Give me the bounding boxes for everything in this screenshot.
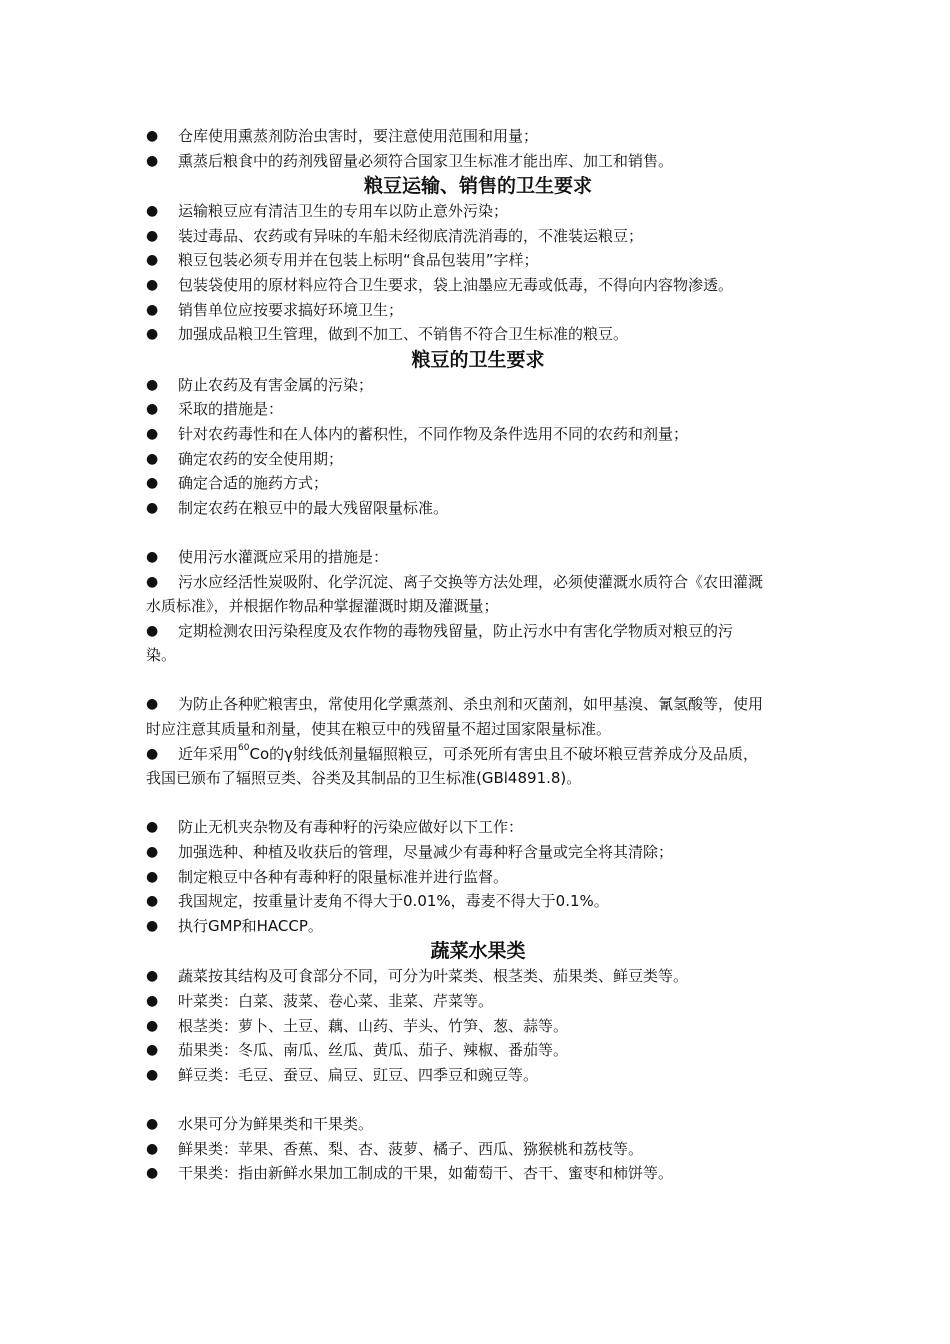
- bullet-icon: ●: [146, 128, 159, 144]
- bullet-icon: ●: [146, 401, 159, 418]
- bullet-icon: ●: [146, 968, 159, 985]
- list-item: ● 蔬菜按其结构及可食部分不同，可分为叶菜类、根茎类、茄果类、鲜豆类等。: [146, 964, 810, 989]
- list-item-continuation: 时应注意其质量和剂量，使其在粮豆中的残留量不超过国家限量标准。: [146, 720, 612, 739]
- document-body: [146, 124, 810, 1186]
- bullet-icon: ●: [146, 326, 159, 343]
- bullet-icon: ●: [146, 844, 159, 861]
- list-item: ● 确定农药的安全使用期；: [146, 447, 810, 472]
- list-item: ● 叶菜类：白菜、菠菜、卷心菜、韭菜、芹菜等。: [146, 989, 810, 1014]
- bullet-icon: ●: [146, 622, 159, 639]
- list-item: ● 装过毒品、农药或有异味的车船未经彻底清洗消毒的，不准装运粮豆；: [146, 224, 810, 249]
- bullet-icon: ●: [146, 1115, 159, 1132]
- bullet-icon: ●: [146, 499, 159, 516]
- list-item: ● 加强成品粮卫生管理，做到不加工、不销售不符合卫生标准的粮豆。: [146, 322, 810, 347]
- list-item: ● 仓库使用熏蒸剂防治虫害时，要注意使用范围和用量；: [146, 124, 810, 149]
- list-item: ● 防止农药及有害金属的污染；: [146, 373, 810, 398]
- bullet-icon: ●: [146, 301, 159, 318]
- list-item: ● 粮豆包装必须专用并在包装上标明“食品包装用”字样；: [146, 248, 810, 273]
- list-item: ● 运输粮豆应有清洁卫生的专用车以防止意外污染；: [146, 199, 810, 224]
- bullet-icon: ●: [146, 1042, 159, 1059]
- bullet-icon: ●: [146, 203, 159, 220]
- list-item: ● 确定合适的施药方式；: [146, 471, 810, 496]
- bullet-icon: ●: [146, 1017, 159, 1034]
- bullet-icon: ●: [146, 152, 159, 169]
- blank-line: [146, 1087, 810, 1112]
- list-item: ● 包装袋使用的原材料应符合卫生要求，袋上油墨应无毒或低毒，不得向内容物渗透。: [146, 273, 810, 298]
- list-item: ● 为防止各种贮粮害虫，常使用化学熏蒸剂、杀虫剂和灭菌剂，如甲基溴、氰氢酸等，使用: [146, 692, 810, 717]
- list-item-continuation: 水质标准》，并根据作物品种掌握灌溉时期及灌溉量；: [146, 597, 499, 616]
- bullet-icon: ●: [146, 276, 159, 293]
- section-heading: 粮豆的卫生要求: [411, 348, 545, 371]
- list-item: ● 销售单位应按要求搞好环境卫生；: [146, 298, 810, 323]
- bullet-icon: ●: [146, 696, 159, 713]
- bullet-icon: ●: [146, 227, 159, 244]
- section-heading: 粮豆运输、销售的卫生要求: [363, 175, 592, 198]
- list-item: ● 茄果类：冬瓜、南瓜、丝瓜、黄瓜、茄子、辣椒、番茄等。: [146, 1038, 810, 1063]
- list-item: ● 近年采用$^{60}$Co的γ射线低剂量辐照粮豆，可杀死所有害虫且不破坏粮豆营养成分及品质，: [146, 742, 810, 767]
- blank-line: [146, 791, 810, 816]
- bullet-icon: ●: [146, 450, 159, 467]
- list-item: ● 水果可分为鲜果类和干果类。: [146, 1112, 810, 1137]
- list-item: ● 鲜豆类：毛豆、蚕豆、扁豆、豇豆、四季豆和豌豆等。: [146, 1063, 810, 1088]
- bullet-icon: ●: [146, 893, 159, 910]
- list-item: ● 我国规定，按重量计麦角不得大于0.01%，毒麦不得大于0.1%。: [146, 889, 810, 914]
- list-item: ● 干果类：指由新鲜水果加工制成的干果，如葡萄干、杏干、蜜枣和柿饼等。: [146, 1161, 810, 1186]
- list-item: ● 执行GMP和HACCP。: [146, 914, 810, 939]
- list-item: ● 防止无机夹杂物及有毒种籽的污染应做好以下工作：: [146, 815, 810, 840]
- list-item: ● 制定农药在粮豆中的最大残留限量标准。: [146, 496, 810, 521]
- bullet-icon: ●: [146, 1165, 159, 1182]
- blank-line: [146, 668, 810, 693]
- blank-line: [146, 520, 810, 545]
- list-item-continuation: 染。: [146, 646, 177, 665]
- list-item: ● 污水应经活性炭吸附、化学沉淀、离子交换等方法处理，必须使灌溉水质符合《农田灌溉: [146, 570, 810, 595]
- bullet-icon: ●: [146, 745, 159, 762]
- list-item: ● 针对农药毒性和在人体内的蓄积性，不同作物及条件选用不同的农药和剂量；: [146, 422, 810, 447]
- list-item: ● 制定粮豆中各种有毒种籽的限量标准并进行监督。: [146, 865, 810, 890]
- bullet-icon: ●: [146, 548, 159, 565]
- bullet-icon: ●: [146, 1066, 159, 1083]
- list-item: ● 鲜果类：苹果、香蕉、梨、杏、菠萝、橘子、西瓜、猕猴桃和荔枝等。: [146, 1137, 810, 1162]
- bullet-icon: ●: [146, 376, 159, 393]
- bullet-icon: ●: [146, 819, 159, 836]
- bullet-icon: ●: [146, 425, 159, 442]
- list-item: ● 采取的措施是：: [146, 397, 810, 422]
- isotope-superscript: 60: [238, 742, 250, 753]
- list-item: ● 定期检测农田污染程度及农作物的毒物残留量，防止污水中有害化学物质对粮豆的污: [146, 619, 810, 644]
- bullet-icon: ●: [146, 868, 159, 885]
- bullet-icon: ●: [146, 573, 159, 590]
- list-item: ● 加强选种、种植及收获后的管理，尽量减少有毒种籽含量或完全将其清除；: [146, 840, 810, 865]
- bullet-icon: ●: [146, 917, 159, 934]
- bullet-icon: ●: [146, 1140, 159, 1157]
- section-heading: 蔬菜水果类: [430, 940, 526, 963]
- list-item: ● 使用污水灌溉应采用的措施是：: [146, 545, 810, 570]
- bullet-icon: ●: [146, 475, 159, 492]
- list-item-continuation: 我国已颁布了辐照豆类、谷类及其制品的卫生标准(GBl4891.8)。: [146, 769, 582, 788]
- bullet-icon: ●: [146, 252, 159, 269]
- list-item: ● 根茎类：萝卜、土豆、藕、山药、芋头、竹笋、葱、蒜等。: [146, 1014, 810, 1039]
- list-item: ● 熏蒸后粮食中的药剂残留量必须符合国家卫生标准才能出库、加工和销售。: [146, 149, 810, 174]
- bullet-icon: ●: [146, 993, 159, 1009]
